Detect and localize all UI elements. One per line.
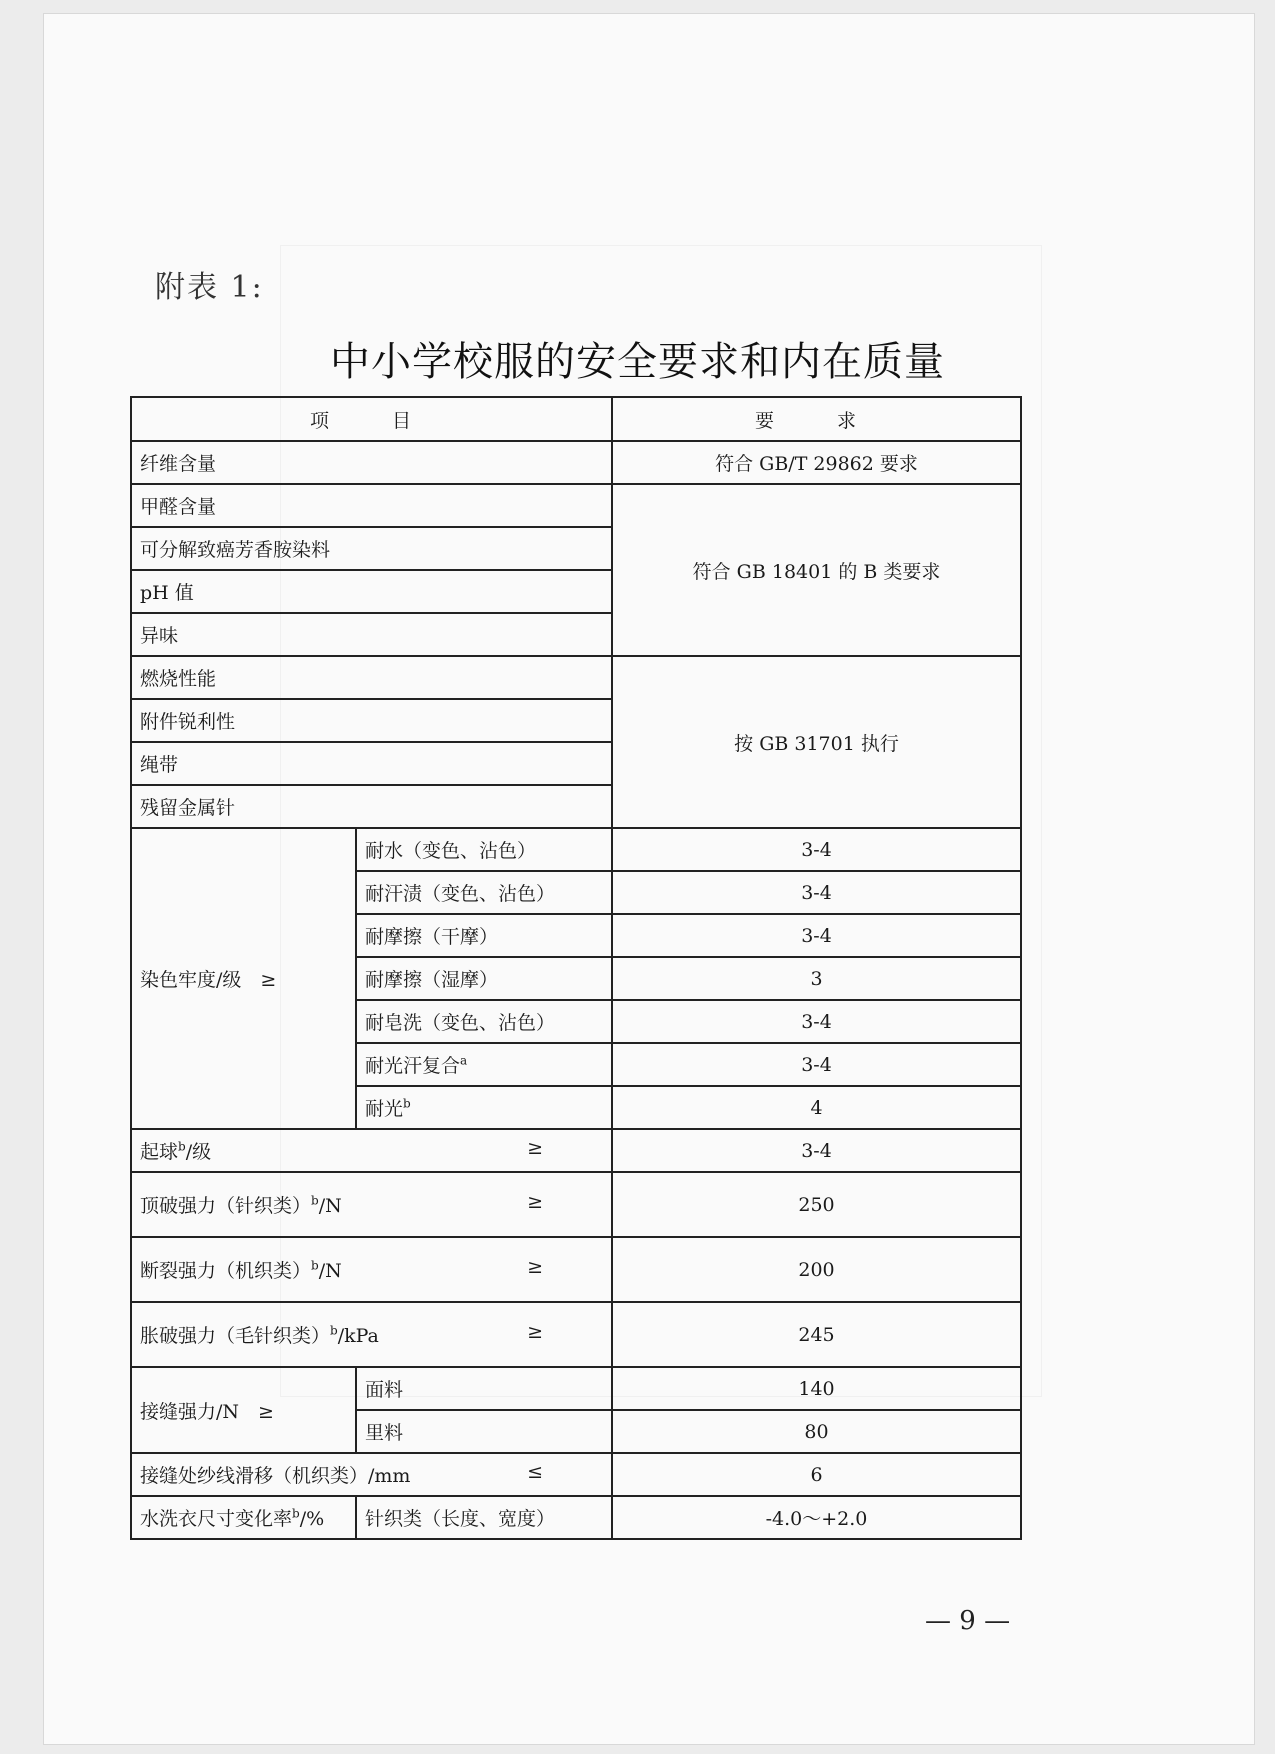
table-row xyxy=(131,1237,1021,1302)
row-azo: 可分解致癌芳香胺染料 xyxy=(131,527,612,570)
appendix-label: 附表 1: xyxy=(155,270,264,305)
slippage-value: 6 xyxy=(612,1453,1021,1496)
footnote-mark: b xyxy=(178,1139,186,1154)
burst-wool-unit: /kPa xyxy=(337,1325,379,1347)
cf-value-1: 3-4 xyxy=(612,871,1021,914)
req-gb18401: 符合 GB 18401 的 B 类要求 xyxy=(612,484,1021,656)
row-needle: 残留金属针 xyxy=(131,785,612,828)
header-item: 项 目 xyxy=(310,409,434,432)
dimension-unit: /% xyxy=(299,1508,325,1530)
cf-value-2: 3-4 xyxy=(612,914,1021,957)
table-row xyxy=(131,1367,1021,1410)
footnote-mark: b xyxy=(330,1323,338,1338)
burst-knit-unit: /N xyxy=(318,1195,342,1217)
requirements-table xyxy=(130,396,1022,1540)
pilling-label: 起球 xyxy=(140,1141,179,1163)
dimension-value: -4.0～+2.0 xyxy=(612,1496,1021,1539)
cf-item-5 xyxy=(356,1043,612,1086)
break-woven-label: 断裂强力（机织类） xyxy=(140,1260,312,1282)
cf-item-3: 耐摩擦（湿摩） xyxy=(356,957,612,1000)
table-header-row xyxy=(131,397,1021,441)
cf-item-6-name: 耐光 xyxy=(365,1098,404,1120)
row-slippage xyxy=(131,1453,612,1496)
seam-face: 面料 xyxy=(356,1367,612,1410)
row-cord: 绳带 xyxy=(131,742,612,785)
seam-label: 接缝强力/N ≥ xyxy=(131,1367,356,1453)
seam-face-value: 140 xyxy=(612,1367,1021,1410)
burst-knit-op: ≥ xyxy=(527,1191,544,1213)
footnote-mark: a xyxy=(460,1053,468,1068)
cf-item-5-name: 耐光汗复合 xyxy=(365,1055,461,1077)
cf-item-2: 耐摩擦（干摩） xyxy=(356,914,612,957)
burst-wool-op: ≥ xyxy=(527,1321,544,1343)
slippage-label: 接缝处纱线滑移（机织类）/mm xyxy=(140,1465,411,1487)
dimension-label: 水洗衣尺寸变化率 xyxy=(140,1508,293,1530)
slippage-op: ≤ xyxy=(527,1461,544,1483)
cf-value-5: 3-4 xyxy=(612,1043,1021,1086)
dimension-sub: 针织类（长度、宽度） xyxy=(356,1496,612,1539)
pilling-unit: /级 xyxy=(185,1141,212,1163)
row-pilling xyxy=(131,1129,612,1172)
table-row xyxy=(131,441,1021,484)
page-number: — 9 — xyxy=(925,1606,1011,1636)
cf-value-6: 4 xyxy=(612,1086,1021,1129)
table-row xyxy=(131,656,1021,699)
burst-wool-label: 胀破强力（毛针织类） xyxy=(140,1325,331,1347)
cf-value-0: 3-4 xyxy=(612,828,1021,871)
row-formaldehyde: 甲醛含量 xyxy=(131,484,612,527)
dimension-label-cell xyxy=(131,1496,356,1539)
row-burn: 燃烧性能 xyxy=(131,656,612,699)
row-sharp: 附件锐利性 xyxy=(131,699,612,742)
footnote-mark: b xyxy=(311,1193,319,1208)
footnote-mark: b xyxy=(403,1096,411,1111)
cf-item-6 xyxy=(356,1086,612,1129)
footnote-mark: b xyxy=(292,1506,300,1521)
table-row xyxy=(131,1129,1021,1172)
row-fiber: 纤维含量 xyxy=(131,441,612,484)
document-title: 中小学校服的安全要求和内在质量 xyxy=(330,339,945,385)
row-burst-knit xyxy=(131,1172,612,1237)
break-woven-value: 200 xyxy=(612,1237,1021,1302)
row-break-woven xyxy=(131,1237,612,1302)
table-row xyxy=(131,484,1021,527)
footnote-mark: b xyxy=(311,1258,319,1273)
header-requirement: 要 求 xyxy=(755,409,879,432)
row-burst-wool xyxy=(131,1302,612,1367)
cf-item-0: 耐水（变色、沾色） xyxy=(356,828,612,871)
burst-wool-value: 245 xyxy=(612,1302,1021,1367)
pilling-op: ≥ xyxy=(527,1137,544,1159)
pilling-value: 3-4 xyxy=(612,1129,1021,1172)
seam-lining: 里料 xyxy=(356,1410,612,1453)
table-row xyxy=(131,1172,1021,1237)
burst-knit-value: 250 xyxy=(612,1172,1021,1237)
colorfastness-label: 染色牢度/级 ≥ xyxy=(131,828,356,1129)
break-woven-unit: /N xyxy=(318,1260,342,1282)
seam-lining-value: 80 xyxy=(612,1410,1021,1453)
cf-item-4: 耐皂洗（变色、沾色） xyxy=(356,1000,612,1043)
cf-value-4: 3-4 xyxy=(612,1000,1021,1043)
cf-value-3: 3 xyxy=(612,957,1021,1000)
row-odor: 异味 xyxy=(131,613,612,656)
table-row xyxy=(131,828,1021,871)
break-woven-op: ≥ xyxy=(527,1256,544,1278)
req-gb31701: 按 GB 31701 执行 xyxy=(612,656,1021,828)
row-ph: pH 值 xyxy=(131,570,612,613)
req-fiber: 符合 GB/T 29862 要求 xyxy=(612,441,1021,484)
burst-knit-label: 顶破强力（针织类） xyxy=(140,1195,312,1217)
cf-item-1: 耐汗渍（变色、沾色） xyxy=(356,871,612,914)
table-row xyxy=(131,1453,1021,1496)
table-row xyxy=(131,1302,1021,1367)
table-row xyxy=(131,1496,1021,1539)
